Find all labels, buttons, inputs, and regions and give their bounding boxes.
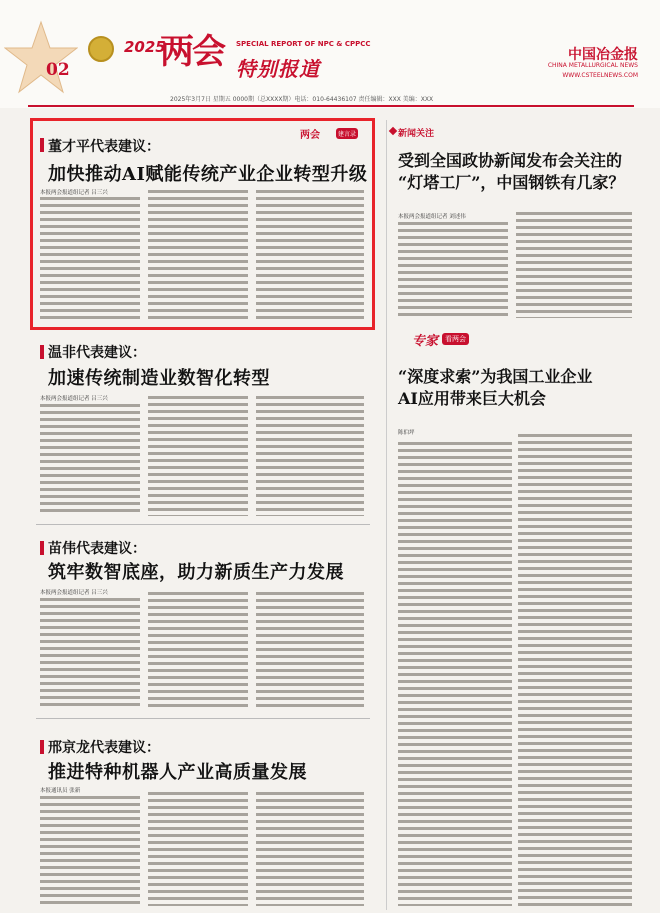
brand-logo: 中国冶金报: [568, 47, 638, 63]
special-report-en: SPECIAL REPORT OF NPC & CPPCC: [236, 40, 371, 48]
issue-meta: 2025年3月7日 星期五 0000期（总XXXX期）电话：010-64436107 责任编辑：XXX 美编：XXX: [170, 96, 434, 103]
kicker-bar: [40, 740, 44, 754]
section-divider: [36, 718, 370, 719]
page-number: 02: [46, 60, 70, 80]
header-rule: [28, 105, 634, 107]
article-kicker: 苗伟代表建议：: [48, 541, 146, 557]
article-kicker: 邢京龙代表建议：: [48, 740, 160, 756]
article-byline: 本报通讯员 张新: [40, 788, 81, 794]
kicker-bar: [40, 541, 44, 555]
expert-badge: 看两会: [442, 333, 469, 345]
article-body-col: [40, 404, 140, 516]
right-headline-2a: “深度求索”为我国工业企业: [398, 367, 593, 386]
emblem-icon: [88, 36, 114, 62]
article-headline: 加快推动AI赋能传统产业企业转型升级: [48, 164, 368, 185]
article-body-col: [40, 598, 140, 710]
article-byline: 本报两会报道组记者 吕三兴: [40, 396, 108, 402]
kicker-bar: [40, 138, 44, 152]
section-divider: [36, 524, 370, 525]
article-body-col: [518, 434, 632, 906]
article-body-col: [40, 197, 140, 321]
right-byline-2: 陈伯坪: [398, 430, 415, 436]
section-logo: 两会: [160, 32, 224, 72]
right-headline-1b: “灯塔工厂”，中国钢铁有几家？: [398, 173, 625, 192]
lianghui-mini-logo: 两会: [300, 130, 320, 141]
article-body-col: [398, 222, 508, 318]
article-body-col: [148, 592, 248, 710]
header-year: 2025: [124, 38, 166, 56]
article-body-col: [256, 190, 364, 321]
article-body-col: [148, 396, 248, 516]
article-body-col: [40, 796, 140, 906]
article-body-col: [256, 396, 364, 516]
article-headline: 推进特种机器人产业高质量发展: [48, 762, 307, 783]
article-kicker: 董才平代表建议：: [48, 139, 160, 155]
right-headline-2b: AI应用带来巨大机会: [398, 389, 546, 408]
article-byline: 本报两会报道组记者 吕三兴: [40, 590, 108, 596]
kicker-bar: [40, 345, 44, 359]
article-body-col: [148, 792, 248, 906]
article-headline: 加速传统制造业数智化转型: [48, 368, 270, 389]
article-body-col: [256, 592, 364, 710]
jianyan-badge: 建言录: [336, 128, 358, 139]
article-body-col: [516, 212, 632, 318]
article-body-col: [398, 442, 512, 906]
section-marker-icon: [389, 127, 397, 135]
right-byline-1: 本报两会报道组记者 刘述伟: [398, 214, 466, 220]
masthead: [0, 0, 660, 108]
article-kicker: 温非代表建议：: [48, 345, 146, 361]
special-report-title: 特别报道: [236, 57, 320, 81]
article-body-col: [148, 190, 248, 321]
article-body-col: [256, 792, 364, 906]
brand-en: CHINA METALLURGICAL NEWS: [547, 62, 638, 69]
right-headline-1a: 受到全国政协新闻发布会关注的: [398, 151, 623, 170]
star-icon: [4, 20, 78, 94]
section-label: 新闻关注: [398, 129, 435, 139]
article-headline: 筑牢数智底座，助力新质生产力发展: [48, 562, 344, 583]
brand-url: WWW.CSTEELNEWS.COM: [562, 72, 638, 79]
column-divider: [386, 120, 387, 910]
expert-label: 专家: [412, 334, 439, 349]
article-byline: 本报两会报道组记者 吕三兴: [40, 190, 108, 196]
